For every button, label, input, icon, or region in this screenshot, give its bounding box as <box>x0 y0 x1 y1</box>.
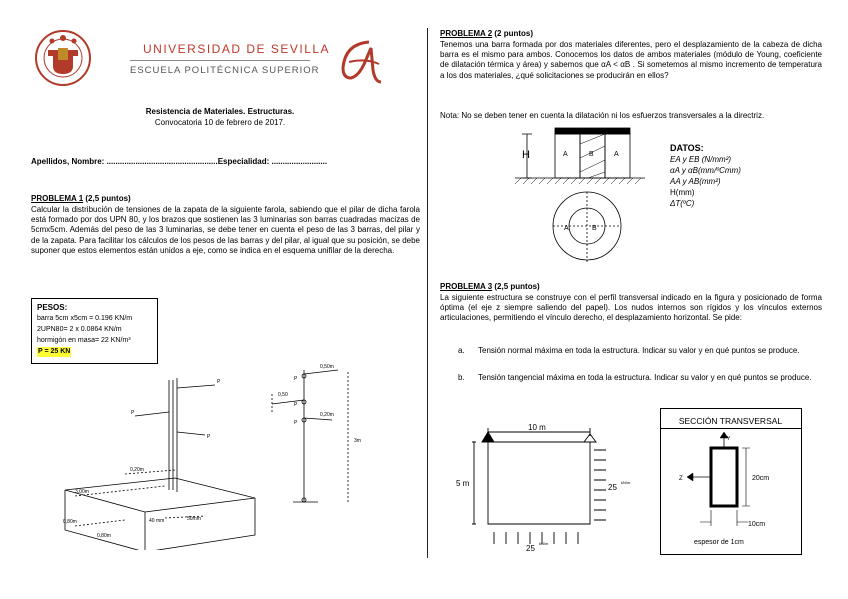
bimaterial-bar-drawing <box>510 122 645 272</box>
uni-020: 0,20m <box>320 412 334 418</box>
problem2-note: Nota: No se deben tener en cuenta la dilatación ni los esfuerzos transversales a la directriz. <box>440 111 765 120</box>
cross-section-drawing <box>660 430 801 550</box>
problem3-text: La siguiente estructura se construye con el perfil transversal indicado en la figura y posicionado de forma óptima (el eje z siempre saliendo del papel). Los nudos internos son rígidos y los vínculos externos articulaciones, permitiendo el vínculo derecho, el desplazamiento horizontal. Se pide: <box>440 293 822 323</box>
dim-50mm: 50mm <box>187 516 201 522</box>
problem2-heading <box>440 29 533 39</box>
bar-h-label: H <box>522 149 530 161</box>
dim-080a: 0,80m <box>63 519 77 525</box>
uni-3m: 3m <box>354 438 361 444</box>
item-a-mark: a. <box>458 346 465 355</box>
header-divider <box>130 60 310 61</box>
section-height: 20cm <box>752 475 770 482</box>
item-b-mark: b. <box>458 373 465 382</box>
problem2-text: Tenemos una barra formada por dos materiales diferentes, pero el desplazamiento de la cabeza de dicha barra es el mismo para ambos. Conocemos los datos de ambos materiales (módulo de Young, coeficiente de dilatación térmica y área) y sabemos que αA < αB . Si sometemos al mismo incremento de temperatura a los dos materiales, ¿qué solicitaciones se producirán en ellos? <box>440 40 822 80</box>
problem3-title: PROBLEMA 3 <box>440 282 493 291</box>
circle-b: B <box>592 225 597 232</box>
lamp-p1: P <box>217 379 221 385</box>
exam-title: Resistencia de Materiales. Estructuras. <box>145 107 295 116</box>
problem1-points: (2,5 puntos) <box>83 194 131 203</box>
university-seal-icon <box>30 28 100 88</box>
item-b-text: Tensión tangencial máxima en toda la estructura. Indicar su valor y en qué puntos se produce. <box>478 373 812 382</box>
section-title: SECCIÓN TRANSVERSAL <box>678 416 783 426</box>
lamp-post-drawing <box>55 370 270 550</box>
uni-p3: P <box>294 420 298 426</box>
dim-300: 3.00m <box>75 489 89 495</box>
bar-a-right: A <box>614 151 619 158</box>
frame-bottom-load: 25 <box>526 544 535 553</box>
weight-bar: barra 5cm x5cm = 0.196 KN/m <box>37 315 133 322</box>
weights-heading: PESOS: <box>37 303 68 312</box>
school-name: ESCUELA POLITÉCNICA SUPERIOR <box>130 65 320 76</box>
datos-heading: DATOS: <box>670 143 704 153</box>
datos-h: H(mm) <box>670 188 695 197</box>
problem2-title: PROBLEMA 2 <box>440 29 493 38</box>
problem1-text: Calcular la distribución de tensiones de la zapata de la siguiente farola, sabiendo que el pilar de dicha farola está formado por dos UPN 80, y los brazos que sostienen las 3 luminarias son barras cuadradas macizas de 5cmx5cm. Además del peso de las 3 luminarias, se debe tener en cuenta el peso de las 3 barras, del pilar y de la zapata. Para facilitar los cálculos de los pesos de las barras y del pilar, al igual que su posición, se debe suponer que estos elementos están unidos a eje, como se indica en el esquema unifilar de la derecha. <box>31 205 420 255</box>
weight-p-highlight: P = 25 KN <box>38 348 71 355</box>
frame-bottom-unit: kN/m <box>539 541 549 546</box>
datos-dt: ΔT(ºC) <box>670 199 695 208</box>
bar-a-left: A <box>563 151 568 158</box>
weight-concrete: hormigón en masa= 22 KN/m³ <box>37 337 131 344</box>
column-divider <box>427 28 428 558</box>
section-z-axis: Z <box>679 476 683 482</box>
section-width: 10cm <box>748 521 766 528</box>
uni-050b: 0,50 <box>278 392 288 398</box>
dim-40mm: 40 mm <box>149 518 165 524</box>
frame-5m: 5 m <box>456 479 470 488</box>
uni-p2: P <box>294 402 298 408</box>
bar-b: B <box>589 151 594 158</box>
problem3-heading <box>440 282 540 292</box>
lamp-p3: P <box>207 434 211 440</box>
item-a-text: Tensión normal máxima en toda la estructura. Indicar su valor y en qué puntos se produce. <box>478 346 800 355</box>
dim-080b: 0,80m <box>97 533 111 539</box>
uni-050a: 0,50m <box>320 364 334 370</box>
frame-right-unit: kN/m <box>621 480 631 485</box>
frame-10m: 10 m <box>528 423 546 432</box>
uni-p1: P <box>294 376 298 382</box>
problem2-points: (2 puntos) <box>492 29 534 38</box>
section-thickness: espesor de 1cm <box>694 539 744 546</box>
eps-logo-icon <box>335 36 393 86</box>
section-title-divider <box>660 428 801 429</box>
frame-structure-drawing <box>450 420 645 555</box>
weight-upn: 2UPN80= 2 x 0.0864 KN/m <box>37 326 122 333</box>
name-line: Apellidos, Nombre: ..................................................Especialidad: ......................... <box>31 157 328 166</box>
frame-right-load: 25 <box>608 483 617 492</box>
unifilar-scheme-drawing <box>268 362 383 512</box>
university-name: UNIVERSIDAD DE SEVILLA <box>143 42 331 56</box>
datos-e: EA y EB (N/mm²) <box>670 155 732 164</box>
section-y-axis: Y <box>727 436 731 442</box>
exam-date: Convocatoria 10 de febrero de 2017. <box>154 118 286 127</box>
datos-alpha: αA y αB(mm/ºCmm) <box>670 166 741 175</box>
datos-area: AA y AB(mm²) <box>670 177 721 186</box>
lamp-p2: P <box>131 410 135 416</box>
problem3-points: (2,5 puntos) <box>492 282 540 291</box>
circle-a: A <box>564 225 569 232</box>
problem1-heading <box>31 194 131 204</box>
dim-020: 0,20m <box>130 467 144 473</box>
problem1-title: PROBLEMA 1 <box>31 194 84 203</box>
